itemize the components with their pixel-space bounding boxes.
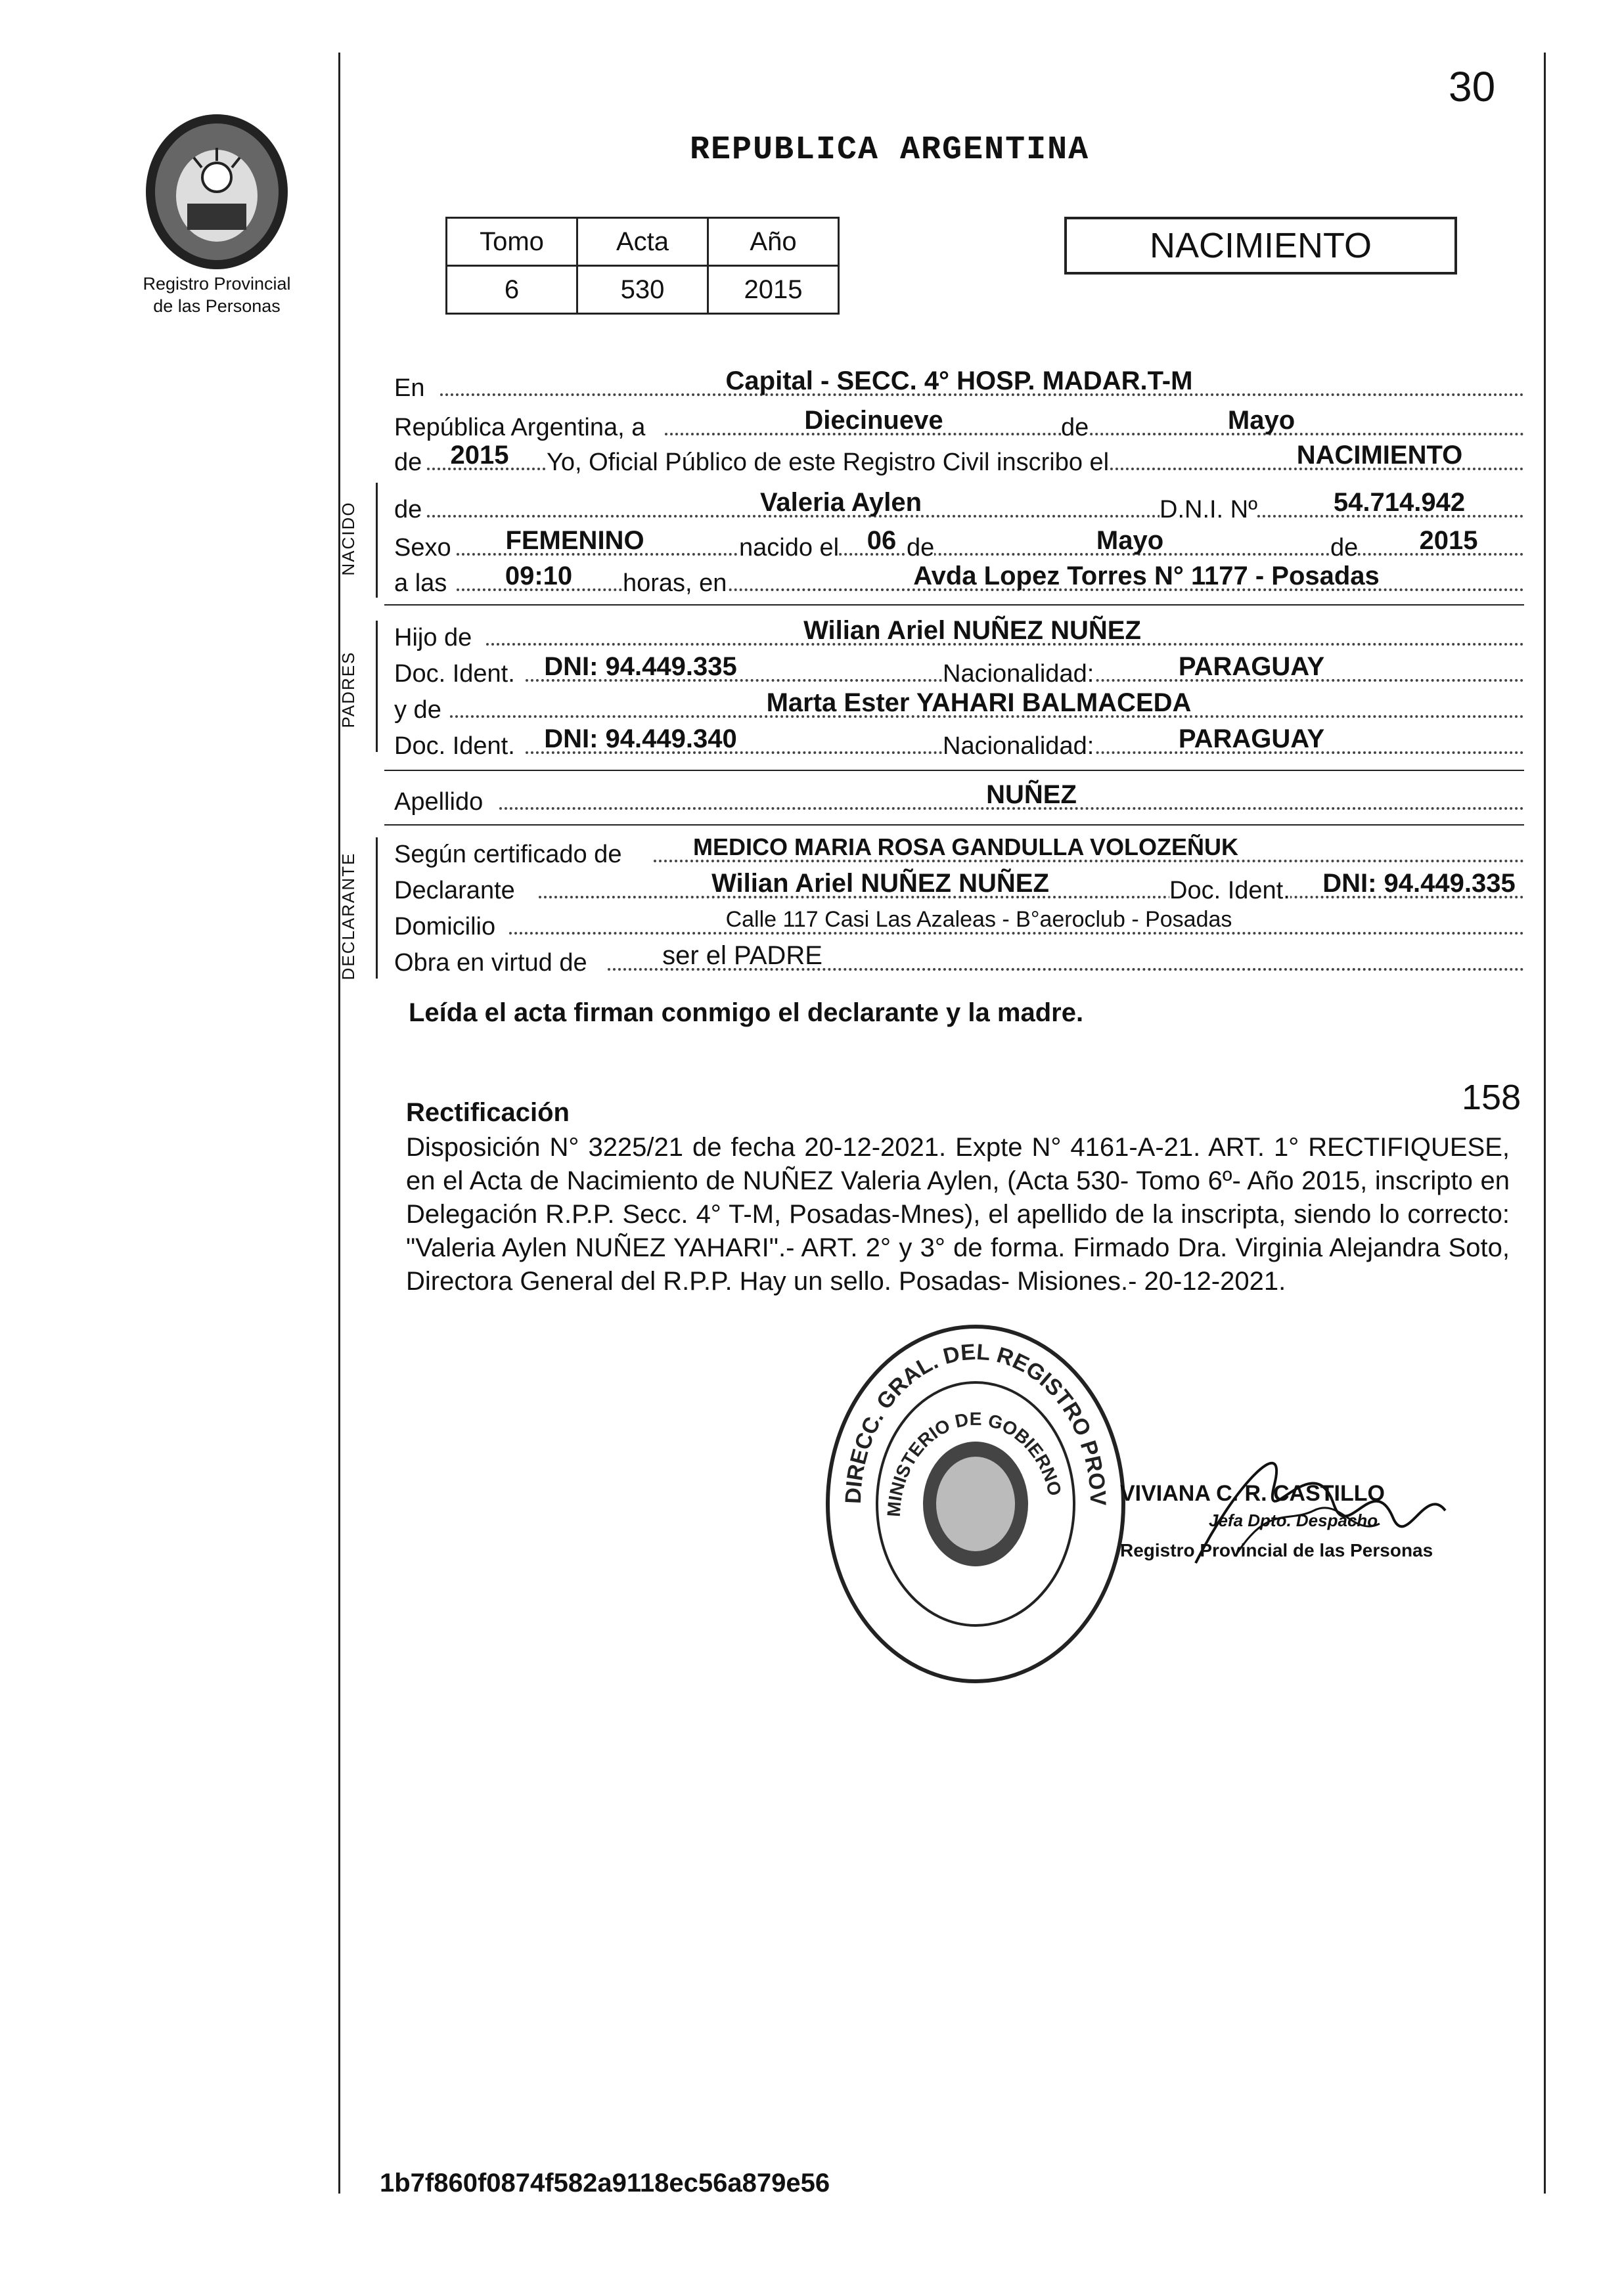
label-de: de xyxy=(1061,414,1089,441)
org-name-line2: de las Personas xyxy=(153,296,281,316)
row-surname xyxy=(394,778,1524,818)
col-tomo-header: Tomo xyxy=(447,218,577,266)
value-birth-year: 2015 xyxy=(1419,526,1478,555)
label-a-las: a las xyxy=(394,569,447,597)
col-acta-header: Acta xyxy=(577,218,708,266)
acta-value: 530 xyxy=(577,266,708,314)
value-time: 09:10 xyxy=(505,562,573,590)
right-margin-line xyxy=(1544,53,1546,2194)
value-year: 2015 xyxy=(450,441,509,470)
bracket-nacido xyxy=(376,483,378,598)
label-doc-ident-mother: Doc. Ident. xyxy=(394,732,515,760)
label-obra-en-virtud: Obra en virtud de xyxy=(394,949,587,977)
label-y-de: y de xyxy=(394,696,441,724)
section-nacido: NACIDO xyxy=(338,501,358,576)
bracket-declarante xyxy=(376,837,378,979)
label-doc-ident-declarant: Doc. Ident. xyxy=(1169,877,1290,904)
value-surname: NUÑEZ xyxy=(986,780,1077,809)
label-yo-oficial: Yo, Oficial Público de este Registro Civil inscribo el xyxy=(547,449,1110,476)
row-time xyxy=(394,560,1524,599)
closing-statement: Leída el acta firman conmigo el declarante y la madre. xyxy=(409,998,1084,1027)
divider-apellido xyxy=(384,824,1524,826)
row-by-virtue xyxy=(394,939,1524,979)
value-sex: FEMENINO xyxy=(505,526,644,555)
value-place: Capital - SECC. 4° HOSP. MADAR.T-M xyxy=(725,366,1193,395)
record-type-box: NACIMIENTO xyxy=(1064,217,1457,275)
stamp-ring-text: DIRECC. GRAL. DEL REGISTRO PROV xyxy=(840,1339,1111,1507)
label-republica: República Argentina, a xyxy=(394,414,646,441)
row-sex xyxy=(394,524,1524,563)
row-father-doc xyxy=(394,650,1524,690)
value-certificate: MEDICO MARIA ROSA GANDULLA VOLOZEÑUK xyxy=(693,833,1238,860)
official-stamp xyxy=(821,1320,1130,1688)
label-nacido-el: nacido el xyxy=(739,534,840,562)
value-declarant-doc: DNI: 94.449.335 xyxy=(1322,869,1516,898)
label-de-year: de xyxy=(394,449,422,476)
label-segun-cert: Según certificado de xyxy=(394,841,622,868)
label-sexo: Sexo xyxy=(394,534,451,562)
section-declarante: DECLARANTE xyxy=(338,852,358,981)
row-year xyxy=(394,439,1524,478)
value-father-doc: DNI: 94.449.335 xyxy=(544,652,737,681)
label-dni: D.N.I. Nº xyxy=(1160,496,1257,523)
label-de2: de xyxy=(907,534,935,562)
row-certificate xyxy=(394,831,1524,870)
divider-padres xyxy=(384,770,1524,771)
row-address xyxy=(394,903,1524,942)
col-anio-header: Año xyxy=(708,218,839,266)
tomo-value: 6 xyxy=(447,266,577,314)
value-declarant: Wilian Ariel NUÑEZ NUÑEZ xyxy=(711,869,1049,898)
label-en: En xyxy=(394,374,425,402)
label-doc-ident: Doc. Ident. xyxy=(394,660,515,688)
value-day-words: Diecinueve xyxy=(804,406,943,435)
value-birth-place: Avda Lopez Torres N° 1177 - Posadas xyxy=(913,562,1380,590)
section-padres: PADRES xyxy=(338,651,358,728)
label-declarante: Declarante xyxy=(394,877,515,904)
label-nacionalidad-mother: Nacionalidad: xyxy=(943,732,1094,760)
divider-nacido xyxy=(384,604,1524,606)
value-father-nat: PARAGUAY xyxy=(1178,652,1325,681)
row-date xyxy=(394,404,1524,443)
page-number: 30 xyxy=(1449,63,1496,110)
label-hijo-de: Hijo de xyxy=(394,624,472,651)
rectification-title: Rectificación xyxy=(406,1098,570,1127)
row-name xyxy=(394,486,1524,525)
value-mother: Marta Ester YAHARI BALMACEDA xyxy=(766,688,1192,717)
label-domicilio: Domicilio xyxy=(394,913,496,940)
record-index-table xyxy=(445,217,840,315)
province-seal xyxy=(141,112,292,273)
value-mother-doc: DNI: 94.449.340 xyxy=(544,724,737,753)
stamp-inner-text: MINISTERIO DE GOBIERNO xyxy=(883,1408,1066,1518)
row-mother-doc xyxy=(394,722,1524,762)
rectification-number: 158 xyxy=(1462,1078,1521,1117)
signer-organization: Registro Provincial de las Personas xyxy=(1120,1540,1433,1560)
label-nacionalidad: Nacionalidad: xyxy=(943,660,1094,688)
bracket-padres xyxy=(376,621,378,752)
dots xyxy=(509,932,1524,935)
row-declarant xyxy=(394,867,1524,906)
value-by-virtue: ser el PADRE xyxy=(662,941,822,970)
dots xyxy=(665,433,1524,435)
label-apellido: Apellido xyxy=(394,788,484,816)
row-father xyxy=(394,614,1524,653)
value-birth-day: 06 xyxy=(867,526,897,555)
anio-value: 2015 xyxy=(708,266,839,314)
document-hash: 1b7f860f0874f582a9118ec56a879e56 xyxy=(380,2169,830,2197)
row-mother xyxy=(394,686,1524,726)
org-name-line1: Registro Provincial xyxy=(143,274,291,294)
signer-name: VIVIANA C. R. CASTILLO xyxy=(1120,1481,1385,1506)
value-name: Valeria Aylen xyxy=(759,488,922,517)
signer-role: Jefa Dpto. Despacho xyxy=(1209,1511,1378,1530)
label-horas-en: horas, en xyxy=(623,569,727,597)
value-dni: 54.714.942 xyxy=(1333,488,1466,517)
value-month: Mayo xyxy=(1227,406,1295,435)
document-title: REPUBLICA ARGENTINA xyxy=(690,131,1090,169)
value-birth-month: Mayo xyxy=(1096,526,1164,555)
left-margin-line xyxy=(338,53,340,2194)
row-place xyxy=(394,364,1524,404)
value-address: Calle 117 Casi Las Azaleas - B°aeroclub - Posadas xyxy=(725,907,1232,932)
label-de-name: de xyxy=(394,496,422,523)
value-mother-nat: PARAGUAY xyxy=(1178,724,1325,753)
org-name xyxy=(118,273,315,317)
value-act-type: NACIMIENTO xyxy=(1296,441,1463,470)
rectification-body: Disposición N° 3225/21 de fecha 20-12-2021. Expte N° 4161-A-21. ART. 1° RECTIFIQUESE, en el Acta de Nacimiento de NUÑEZ Valeria Aylen, (Acta 530- Tomo 6º- Año 2015, inscripto en Delegación R.P.P. Secc. 4° T-M, Posadas-Mnes), el apellido de la inscripta, siendo lo correcto: "Valeria Aylen NUÑEZ YAHARI".- ART. 2° y 3° de forma. Firmado Dra. Virginia Alejandra Soto, Directora General del R.P.P. Hay un sello. Posadas- Misiones.- 20-12-2021. xyxy=(406,1133,1510,1296)
label-de3: de xyxy=(1330,534,1359,562)
value-father: Wilian Ariel NUÑEZ NUÑEZ xyxy=(803,616,1141,645)
